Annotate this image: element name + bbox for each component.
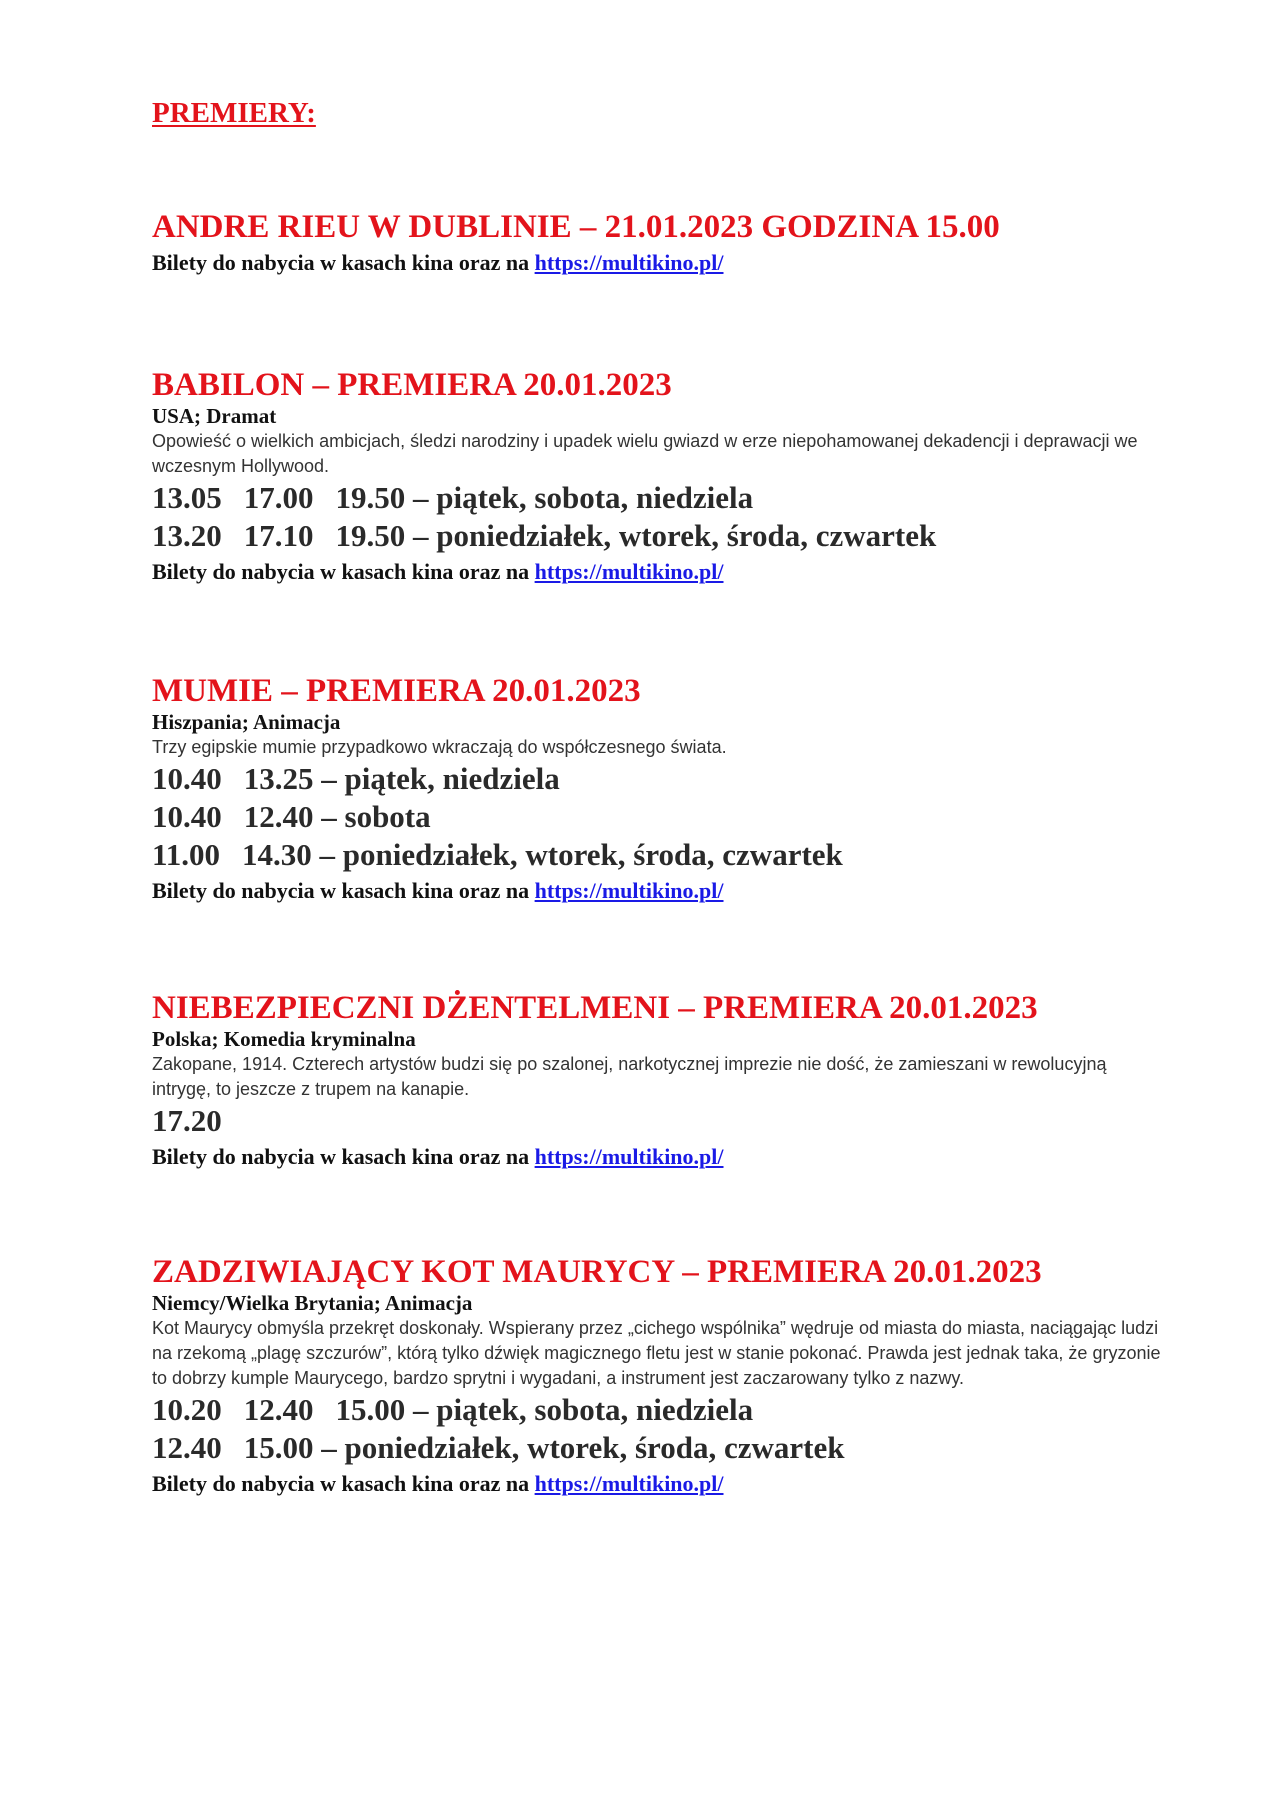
- multikino-link[interactable]: https://multikino.pl/: [534, 1144, 724, 1169]
- showtime: 19.50: [335, 480, 406, 515]
- showtime: 14.30: [242, 837, 312, 872]
- tickets-line: [152, 874, 1162, 908]
- event-description: Trzy egipskie mumie przypadkowo wkraczają do współczesnego świata.: [152, 737, 727, 757]
- showtime-row: [152, 517, 1162, 555]
- event-meta: Niemcy/Wielka Brytania; Animacja: [152, 1291, 473, 1315]
- showtime-days: – piątek, niedziela: [321, 761, 560, 796]
- showtime: 13.20: [152, 518, 222, 553]
- showtime: 13.25: [243, 761, 314, 796]
- event-title: BABILON – PREMIERA 20.01.2023: [152, 367, 672, 403]
- showtime: 10.40: [152, 799, 222, 834]
- showtime: 15.00: [243, 1430, 314, 1465]
- event-title: MUMIE – PREMIERA 20.01.2023: [152, 673, 641, 709]
- multikino-link[interactable]: https://multikino.pl/: [534, 1471, 724, 1496]
- event-title: ANDRE RIEU W DUBLINIE – 21.01.2023 GODZINA 15.00: [152, 209, 1000, 245]
- showtime-days: – poniedziałek, wtorek, środa, czwartek: [319, 837, 843, 872]
- tickets-text: Bilety do nabycia w kasach kina oraz na: [152, 1144, 530, 1169]
- showtime-days: – piątek, sobota, niedziela: [413, 1392, 754, 1427]
- event-description: Zakopane, 1914. Czterech artystów budzi się po szalonej, narkotycznej imprezie nie dość, że zamieszani w rewolucyjną intrygę, to jeszcze z trupem na kanapie.: [152, 1054, 1107, 1099]
- showtime: 17.20: [152, 1103, 222, 1138]
- showtime-row: [152, 798, 1162, 836]
- page-title: PREMIERY:: [152, 97, 316, 129]
- multikino-link[interactable]: https://multikino.pl/: [534, 878, 724, 903]
- event-title: NIEBEZPIECZNI DŻENTELMENI – PREMIERA 20.01.2023: [152, 990, 1038, 1026]
- event-andre-rieu: [152, 208, 1162, 280]
- showtime: 10.40: [152, 761, 222, 796]
- showtime: 17.00: [243, 480, 314, 515]
- showtime: 17.10: [243, 518, 314, 553]
- showtime-row: [152, 836, 1162, 874]
- showtime: 10.20: [152, 1392, 222, 1427]
- showtime: 13.05: [152, 480, 222, 515]
- showtime-row: [152, 479, 1162, 517]
- showtime: 19.50: [335, 518, 406, 553]
- event-meta: USA; Dramat: [152, 404, 277, 428]
- tickets-text: Bilety do nabycia w kasach kina oraz na: [152, 1471, 530, 1496]
- showtime-row: [152, 1391, 1162, 1429]
- showtime-days: – poniedziałek, wtorek, środa, czwartek: [413, 518, 937, 553]
- event-meta: Hiszpania; Animacja: [152, 710, 341, 734]
- showtime: 15.00: [335, 1392, 406, 1427]
- multikino-link[interactable]: https://multikino.pl/: [534, 559, 724, 584]
- event-mumie: [152, 672, 1162, 908]
- tickets-line: [152, 1140, 1162, 1174]
- tickets-line: [152, 555, 1162, 589]
- tickets-text: Bilety do nabycia w kasach kina oraz na: [152, 559, 530, 584]
- showtime-days: – piątek, sobota, niedziela: [413, 480, 754, 515]
- showtime-row: [152, 760, 1162, 798]
- multikino-link[interactable]: https://multikino.pl/: [534, 250, 724, 275]
- event-title: ZADZIWIAJĄCY KOT MAURYCY – PREMIERA 20.01.2023: [152, 1254, 1042, 1290]
- showtime: 12.40: [243, 799, 314, 834]
- showtime-row: [152, 1102, 1162, 1140]
- showtime-row: [152, 1429, 1162, 1467]
- showtime: 12.40: [243, 1392, 314, 1427]
- event-niebezpieczni-dzentelmeni: [152, 989, 1162, 1174]
- event-babilon: [152, 366, 1162, 589]
- showtime-days: – poniedziałek, wtorek, środa, czwartek: [321, 1430, 845, 1465]
- event-description: Kot Maurycy obmyśla przekręt doskonały. Wspierany przez „cichego wspólnika” wędruje od miasta do miasta, naciągając ludzi na rzekomą „plagę szczurów”, którą tylko dźwięk magicznego fletu jest w stanie pokonać. Prawda jest jednak taka, że gryzonie to dobrzy kumple Maurycego, bardzo sprytni i wygadani, a instrument jest zaczarowany tylko z nazwy.: [152, 1318, 1161, 1388]
- tickets-line: [152, 246, 1162, 280]
- event-description: Opowieść o wielkich ambicjach, śledzi narodziny i upadek wielu gwiazd w erze niepohamowanej dekadencji i deprawacji we wczesnym Hollywood.: [152, 431, 1138, 476]
- tickets-line: [152, 1467, 1162, 1501]
- showtime: 12.40: [152, 1430, 222, 1465]
- showtime: 11.00: [152, 837, 221, 872]
- showtime-days: – sobota: [321, 799, 431, 834]
- tickets-text: Bilety do nabycia w kasach kina oraz na: [152, 250, 530, 275]
- tickets-text: Bilety do nabycia w kasach kina oraz na: [152, 878, 530, 903]
- event-zadziwiajacy-kot-maurycy: [152, 1253, 1162, 1501]
- event-meta: Polska; Komedia kryminalna: [152, 1027, 416, 1051]
- document-page: [152, 96, 1162, 1496]
